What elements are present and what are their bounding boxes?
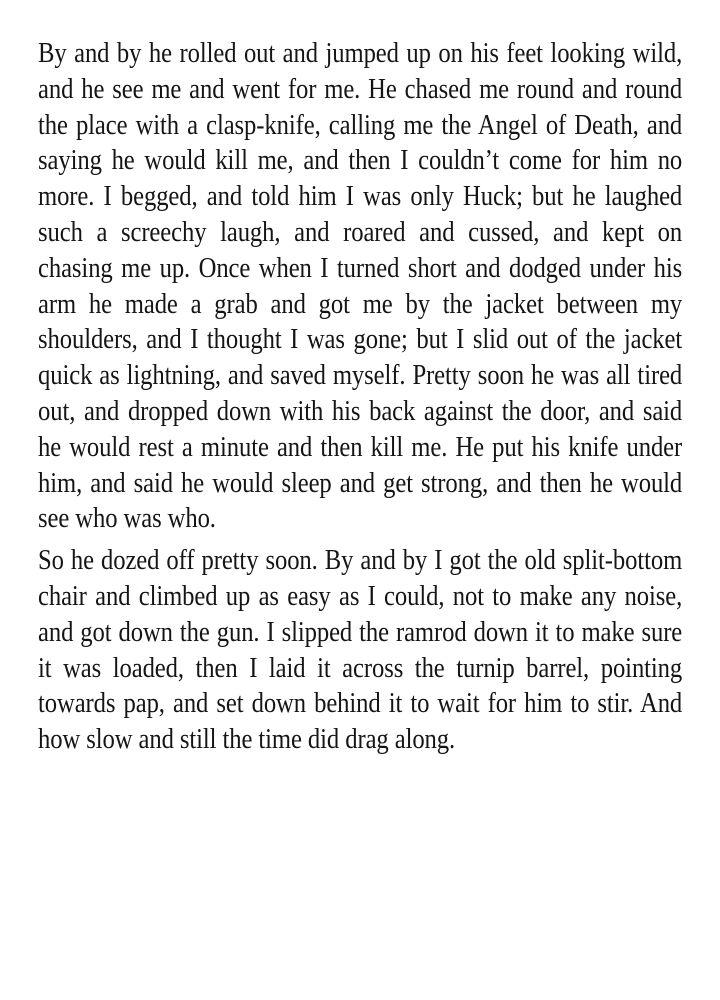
page-body	[38, 36, 682, 758]
paragraph-1: By and by he rolled out and jumped up on his feet looking wild, and he see me and went for me. He chased me round and round the place with a clasp-knife, calling me the Angel of Death, and saying he would kill me, and then I couldn’t come for him no more. I begged, and told him I was only Huck; but he laughed such a screechy laugh, and roared and cussed, and kept on chasing me up. Once when I turned short and dodged under his arm he made a grab and got me by the jacket between my shoulders, and I thought I was gone; but I slid out of the jacket quick as lightning, and saved myself. Pretty soon he was all tired out, and dropped down with his back against the door, and said he would rest a minute and then kill me. He put his knife under him, and said he would sleep and get strong, and then he would see who was who.	[38, 38, 683, 535]
paragraph-2: So he dozed off pretty soon. By and by I got the old split-bottom chair and climbed up as easy as I could, not to make any noise, and got down the gun. I slipped the ramrod down it to make sure it was loaded, then I laid it across the turnip barrel, pointing towards pap, and set down behind it to wait for him to stir. And how slow and still the time did drag along.	[38, 545, 683, 756]
